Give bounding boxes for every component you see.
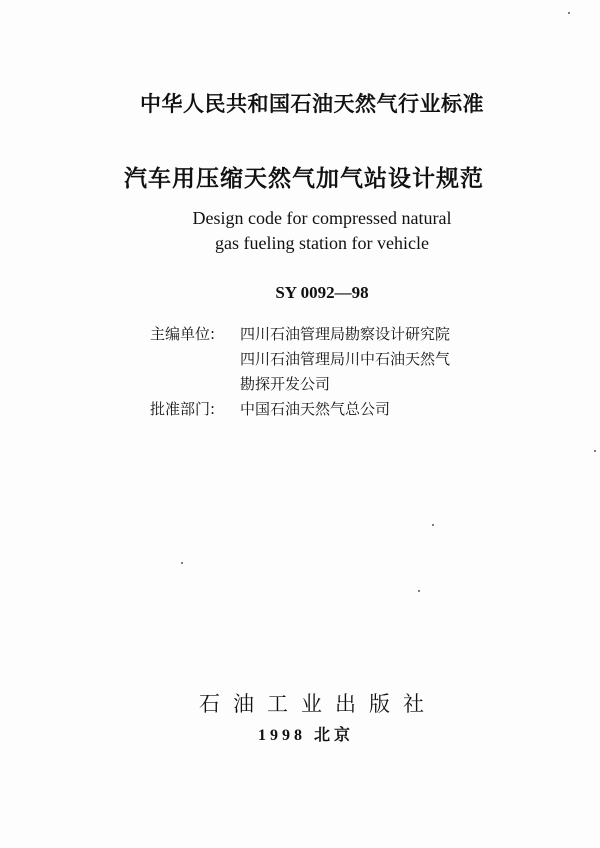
approved-by: 中国石油天然气总公司 bbox=[240, 400, 391, 418]
compiled-by-label: 主编单位: bbox=[150, 325, 216, 343]
scan-speck bbox=[568, 12, 570, 14]
scan-speck bbox=[432, 524, 434, 526]
standard-number: SY 0092—98 bbox=[275, 283, 369, 302]
scan-speck bbox=[594, 450, 596, 452]
compiled-by-row-2 bbox=[150, 347, 450, 372]
scan-speck bbox=[181, 562, 183, 564]
standard-category: 中华人民共和国石油天然气行业标准 bbox=[140, 92, 484, 116]
organization-info bbox=[150, 322, 450, 422]
document-title-english-line1: Design code for compressed natural bbox=[192, 208, 452, 228]
document-title-chinese: 汽车用压缩天然气加气站设计规范 bbox=[124, 166, 484, 192]
publication-year-place: 1998 北京 bbox=[257, 727, 354, 744]
scan-speck bbox=[418, 590, 420, 592]
compiled-by-line1: 四川石油管理局勘察设计研究院 bbox=[240, 325, 451, 343]
approved-by-label: 批准部门: bbox=[150, 400, 216, 418]
compiled-by-line3: 勘探开发公司 bbox=[240, 375, 331, 393]
compiled-by-line2: 四川石油管理局川中石油天然气 bbox=[240, 350, 451, 368]
document-title-english-line2: gas fueling station for vehicle bbox=[215, 233, 429, 253]
publisher-name: 石油工业出版社 bbox=[199, 692, 437, 716]
approved-by-row bbox=[150, 397, 450, 422]
compiled-by-row-3 bbox=[150, 372, 450, 397]
compiled-by-row bbox=[150, 322, 450, 347]
